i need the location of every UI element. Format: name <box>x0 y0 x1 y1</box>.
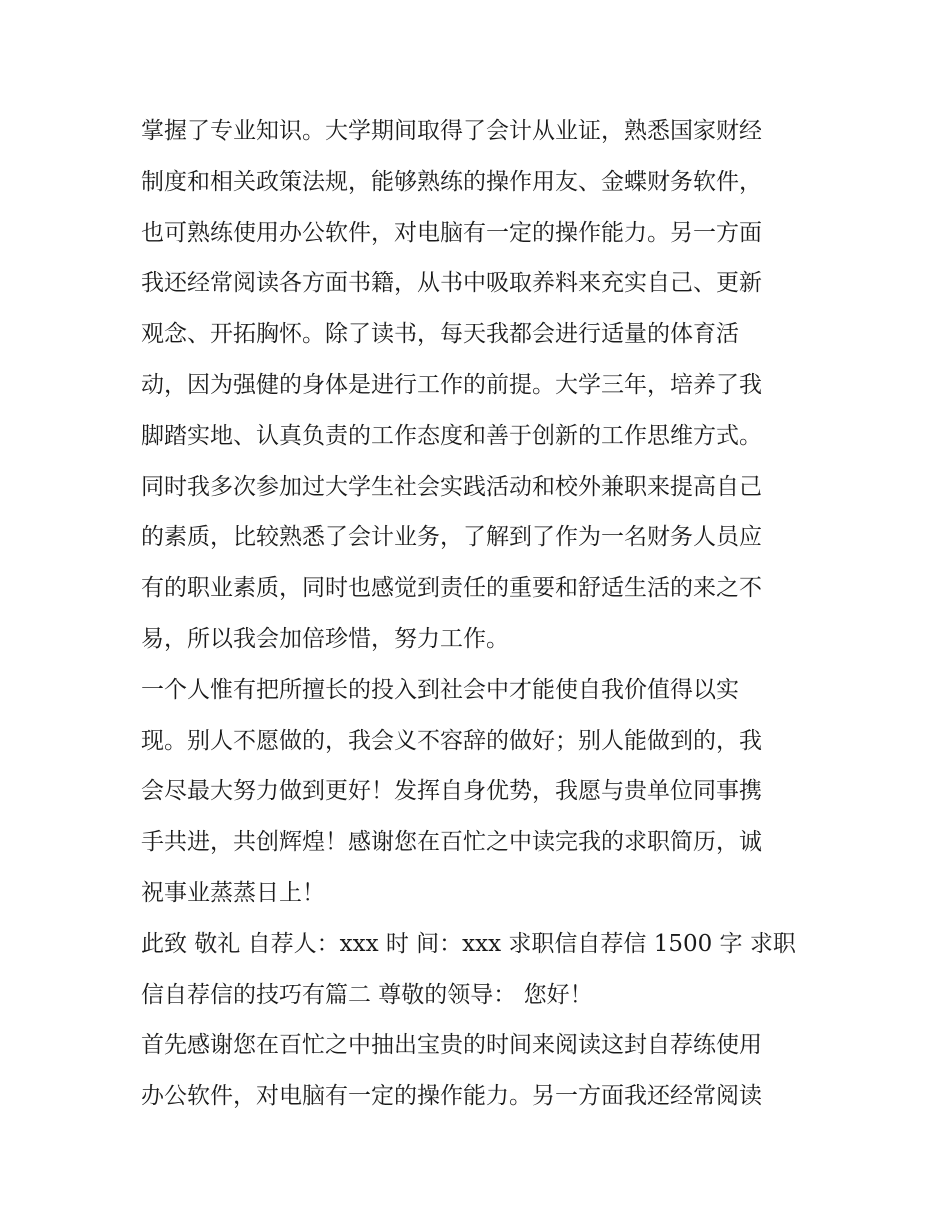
text-line: 动，因为强健的身体是进行工作的前提。大学三年，培养了我 <box>141 371 762 398</box>
text-line: 的素质，比较熟悉了会计业务，了解到了作为一名财务人员应 <box>141 524 762 551</box>
text-line: 也可熟练使用办公软件，对电脑有一定的操作能力。另一方面 <box>141 219 762 246</box>
text-line: 制度和相关政策法规，能够熟练的操作用友、金蝶财务软件， <box>141 168 762 195</box>
text-line: 有的职业素质，同时也感觉到责任的重要和舒适生活的来之不 <box>141 575 762 602</box>
text-line: 现。别人不愿做的，我会义不容辞的做好；别人能做到的，我 <box>141 727 762 754</box>
text-line: 掌握了专业知识。大学期间取得了会计从业证，熟悉国家财经 <box>141 118 762 144</box>
text-line: 易，所以我会加倍珍惜，努力工作。 <box>141 625 509 652</box>
text-line: 同时我多次参加过大学生社会实践活动和校外兼职来提高自己 <box>141 473 762 500</box>
text-line: 手共进，共创辉煌！感谢您在百忙之中读完我的求职简历，诚 <box>141 829 762 856</box>
text-line: 此致 敬礼 自荐人：xxx 时 间：xxx 求职信自荐信 1500 字 求职 <box>141 930 796 957</box>
text-line: 祝事业蒸蒸日上！ <box>141 879 325 906</box>
text-line: 一个人惟有把所擅长的投入到社会中才能使自我价值得以实 <box>141 676 739 703</box>
text-line: 首先感谢您在百忙之中抽出宝贵的时间来阅读这封自荐练使用 <box>141 1032 762 1059</box>
text-line: 脚踏实地、认真负责的工作态度和善于创新的工作思维方式。 <box>141 422 762 449</box>
text-line: 办公软件，对电脑有一定的操作能力。另一方面我还经常阅读 <box>141 1083 762 1110</box>
document-body <box>141 106 813 1122</box>
text-line: 观念、开拓胸怀。除了读书，每天我都会进行适量的体育活 <box>141 321 739 348</box>
text-line: 我还经常阅读各方面书籍，从书中吸取养料来充实自己、更新 <box>141 270 762 297</box>
text-line: 信自荐信的技巧有篇二 尊敬的领导： 您好！ <box>141 981 593 1008</box>
text-line: 会尽最大努力做到更好！发挥自身优势，我愿与贵单位同事携 <box>141 778 762 805</box>
